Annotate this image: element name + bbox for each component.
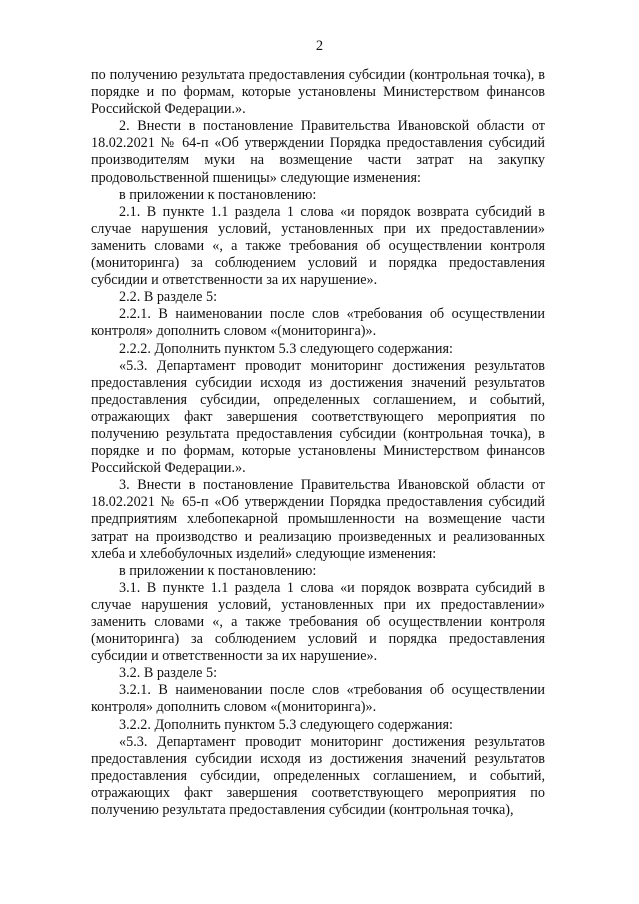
paragraph: в приложении к постановлению: (119, 186, 317, 203)
paragraph: 2.2.1. В наименовании после слов «требования об осуществлении контроля» дополнить словом «(мониторинга)». (91, 306, 545, 340)
paragraph: 3.1. В пункте 1.1 раздела 1 слова «и порядок возврата субсидий в случае нарушения условий, установленных при их предоставлении» заменить словами «, а также требования об осуществлении контроля (мониторинга) за соблюдением условий и порядка предоставления субсидии и ответственности за их нарушение». (91, 579, 545, 665)
paragraph: 2. Внести в постановление Правительства Ивановской области от 18.02.2021 № 64-п «Об утверждении Порядка предоставления субсидий производителям муки на возмещение части затрат на закупку продовольственной пшеницы» следующие изменения: (91, 118, 545, 186)
paragraph: 3. Внести в постановление Правительства Ивановской области от 18.02.2021 № 65-п «Об утверждении Порядка предоставления субсидий предприятиям хлебопекарной промышленности на возмещение части затрат на производство и реализацию произведенных и реализованных хлеба и хлебобулочных изделий» следующие изменения: (91, 477, 545, 562)
paragraph: 3.2.2. Дополнить пунктом 5.3 следующего содержания: (119, 716, 453, 733)
document-body (91, 67, 545, 819)
paragraph: 2.2. В разделе 5: (119, 289, 218, 306)
paragraph: 2.2.2. Дополнить пунктом 5.3 следующего содержания: (119, 340, 453, 357)
paragraph: в приложении к постановлению: (119, 562, 317, 579)
paragraph: «5.3. Департамент проводит мониторинг достижения результатов предоставления субсидии исходя из достижения значений результатов предоставления субсидии, определенных соглашением, и событий, отражающих факт завершения соответствующего мероприятия по получению результата предоставления субсидии (контрольная точка), (91, 733, 545, 819)
paragraph: по получению результата предоставления субсидии (контрольная точка), в порядке и по формам, которые установлены Министерством финансов Российской Федерации.». (91, 67, 545, 118)
paragraph: 2.1. В пункте 1.1 раздела 1 слова «и порядок возврата субсидий в случае нарушения условий, установленных при их предоставлении» заменить словами «, а также требования об осуществлении контроля (мониторинга) за соблюдением условий и порядка предоставления субсидии и ответственности за их нарушение». (91, 203, 545, 289)
page-number: 2 (315, 38, 324, 54)
paragraph: «5.3. Департамент проводит мониторинг достижения результатов предоставления субсидии исходя из достижения значений результатов предоставления субсидии, определенных соглашением, и событий, отражающих факт завершения соответствующего мероприятия по получению результата предоставления субсидии (контрольная точка), в порядке и по формам, которые установлены Министерством финансов Российской Федерации.». (91, 357, 545, 477)
paragraph: 3.2.1. В наименовании после слов «требования об осуществлении контроля» дополнить словом «(мониторинга)». (91, 682, 545, 716)
paragraph: 3.2. В разделе 5: (119, 665, 218, 682)
